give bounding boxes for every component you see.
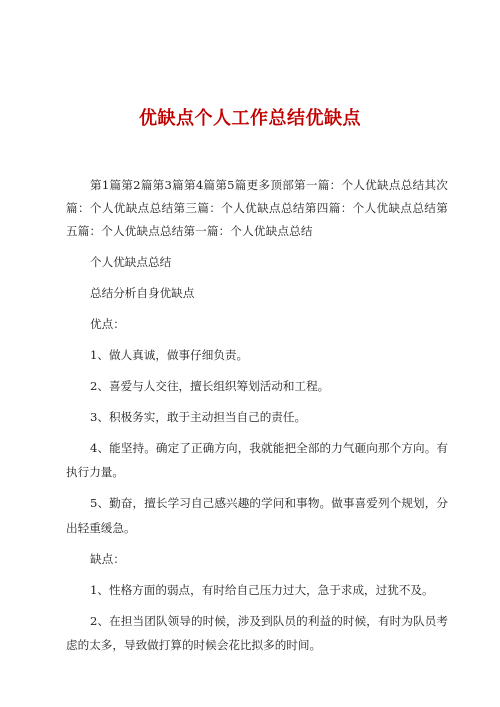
list-item: 5、勤奋，擅长学习自己感兴趣的学问和事物。做事喜爱列个规划，分出轻重缓急。 (66, 496, 448, 535)
document-title: 优缺点个人工作总结优缺点 (139, 108, 361, 129)
list-item: 2、在担当团队领导的时候，涉及到队员的利益的时候，有时为队员考虑的太多，导致做打算的时候会花比拟多的时间。 (66, 613, 448, 652)
list-item: 1、做人真诚，做事仔细负责。 (90, 347, 249, 362)
document-body (66, 174, 448, 658)
list-item: 3、积极务实，敢于主动担当自己的责任。 (90, 409, 307, 424)
body-paragraph: 个人优缺点总结 (90, 254, 172, 269)
section-heading-weaknesses: 缺点： (90, 551, 125, 566)
section-heading-strengths: 优点： (90, 316, 125, 331)
body-paragraph: 总结分析自身优缺点 (90, 285, 195, 300)
intro-paragraph: 第1篇第2篇第3篇第4篇第5篇更多顶部第一篇：个人优缺点总结其次篇：个人优缺点总结第三篇：个人优缺点总结第四篇：个人优缺点总结第五篇：个人优缺点总结第一篇：个人优缺点总结 (66, 178, 448, 238)
list-item: 4、能坚持。确定了正确方向，我就能把全部的力气砸向那个方向。有执行力量。 (66, 440, 448, 479)
list-item: 2、喜爱与人交往，擅长组织筹划活动和工程。 (90, 378, 330, 393)
list-item: 1、性格方面的弱点，有时给自己压力过大，急于求成，过犹不及。 (90, 582, 434, 597)
